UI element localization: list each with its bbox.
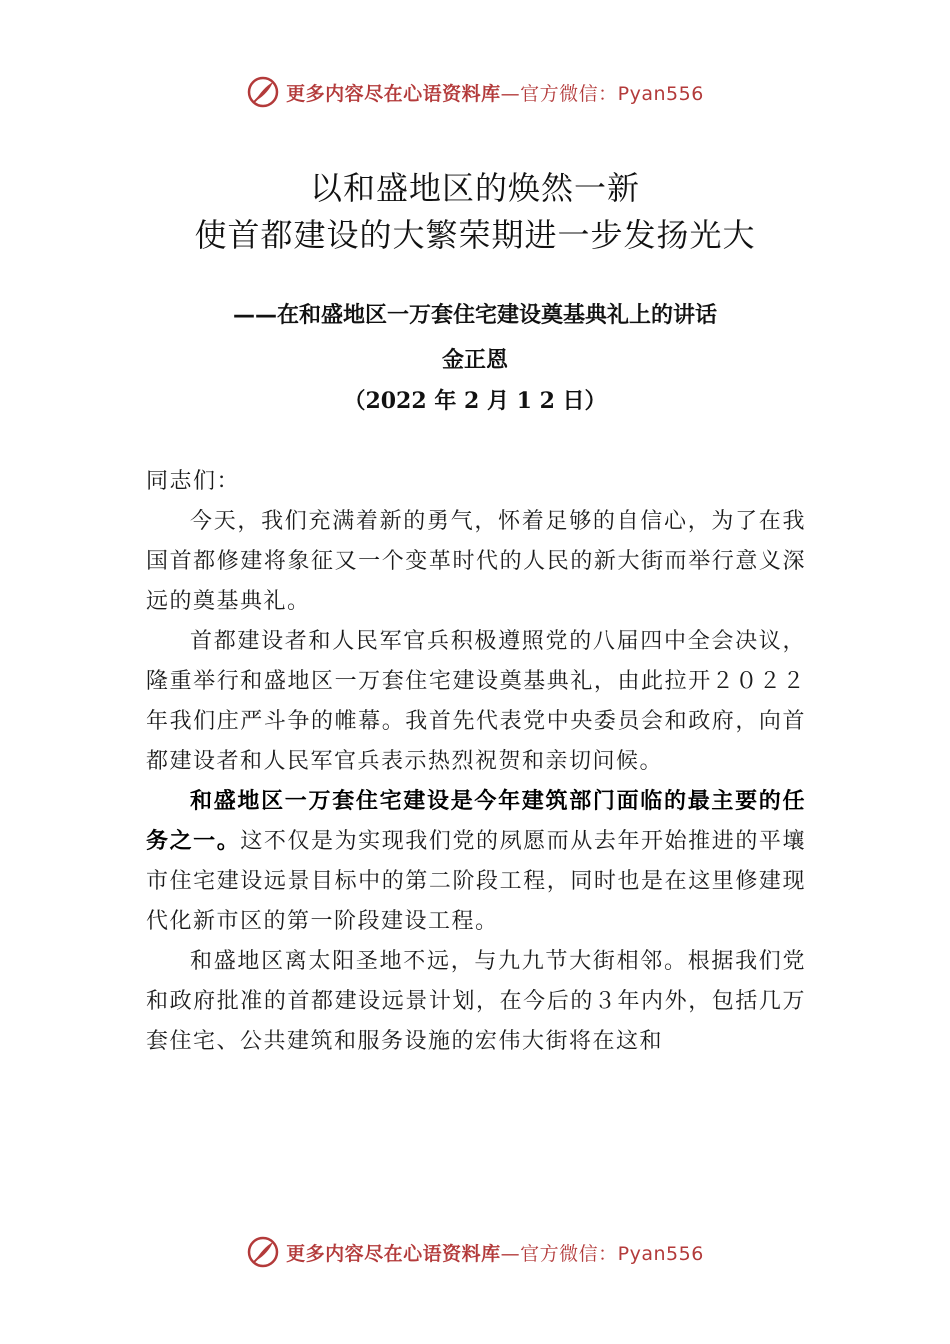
salutation: 同志们： — [146, 469, 241, 494]
banner-lead-text: 更多内容尽在心语资料库 — [286, 1242, 501, 1265]
speaker-name: 金正恩 — [441, 348, 508, 373]
feather-pen-logo-icon — [246, 1235, 280, 1269]
paragraph-4: 和盛地区离太阳圣地不远，与九九节大街相邻。根据我们党和政府批准的首都建设远景计划，在今后的３年内外，包括几万套住宅、公共建筑和服务设施的宏伟大街将在这和 — [146, 949, 806, 1054]
speech-date: （2022 年 2 月 1 2 日） — [343, 388, 607, 414]
footer-banner — [0, 1232, 950, 1272]
banner-wechat-text: —官方微信：Pyan556 — [500, 1242, 704, 1265]
paragraph-3 — [146, 782, 806, 942]
speech-occasion: ——在和盛地区一万套住宅建设奠基典礼上的讲话 — [232, 303, 717, 328]
banner-text — [286, 79, 704, 106]
paragraph-3-rest: 这不仅是为实现我们党的夙愿而从去年开始推进的平壤市住宅建设远景目标中的第二阶段工程，同时也是在这里修建现代化新市区的第一阶段建设工程。 — [146, 829, 806, 934]
banner-wechat-text: —官方微信：Pyan556 — [500, 82, 704, 105]
header-banner — [0, 72, 950, 112]
page-title-line-2: 使首都建设的大繁荣期进一步发扬光大 — [194, 216, 756, 254]
feather-pen-logo-icon — [246, 75, 280, 109]
page-title-line-1: 以和盛地区的焕然一新 — [309, 169, 640, 207]
paragraph-1: 今天，我们充满着新的勇气，怀着足够的自信心，为了在我国首都修建将象征又一个变革时代的人民的新大街而举行意义深远的奠基典礼。 — [146, 509, 806, 614]
banner-lead-text: 更多内容尽在心语资料库 — [286, 82, 501, 105]
paragraph-2: 首都建设者和人民军官兵积极遵照党的八届四中全会决议，隆重举行和盛地区一万套住宅建设奠基典礼，由此拉开２０２２年我们庄严斗争的帷幕。我首先代表党中央委员会和政府，向首都建设者和人民军官兵表示热烈祝贺和亲切问候。 — [146, 629, 806, 774]
speech-body — [146, 462, 806, 1062]
paragraph-3-emphasis: 和盛地区一万套住宅建设是今年建筑部门面临的最主要的任务之一。 — [146, 789, 806, 854]
banner-text — [286, 1239, 704, 1266]
